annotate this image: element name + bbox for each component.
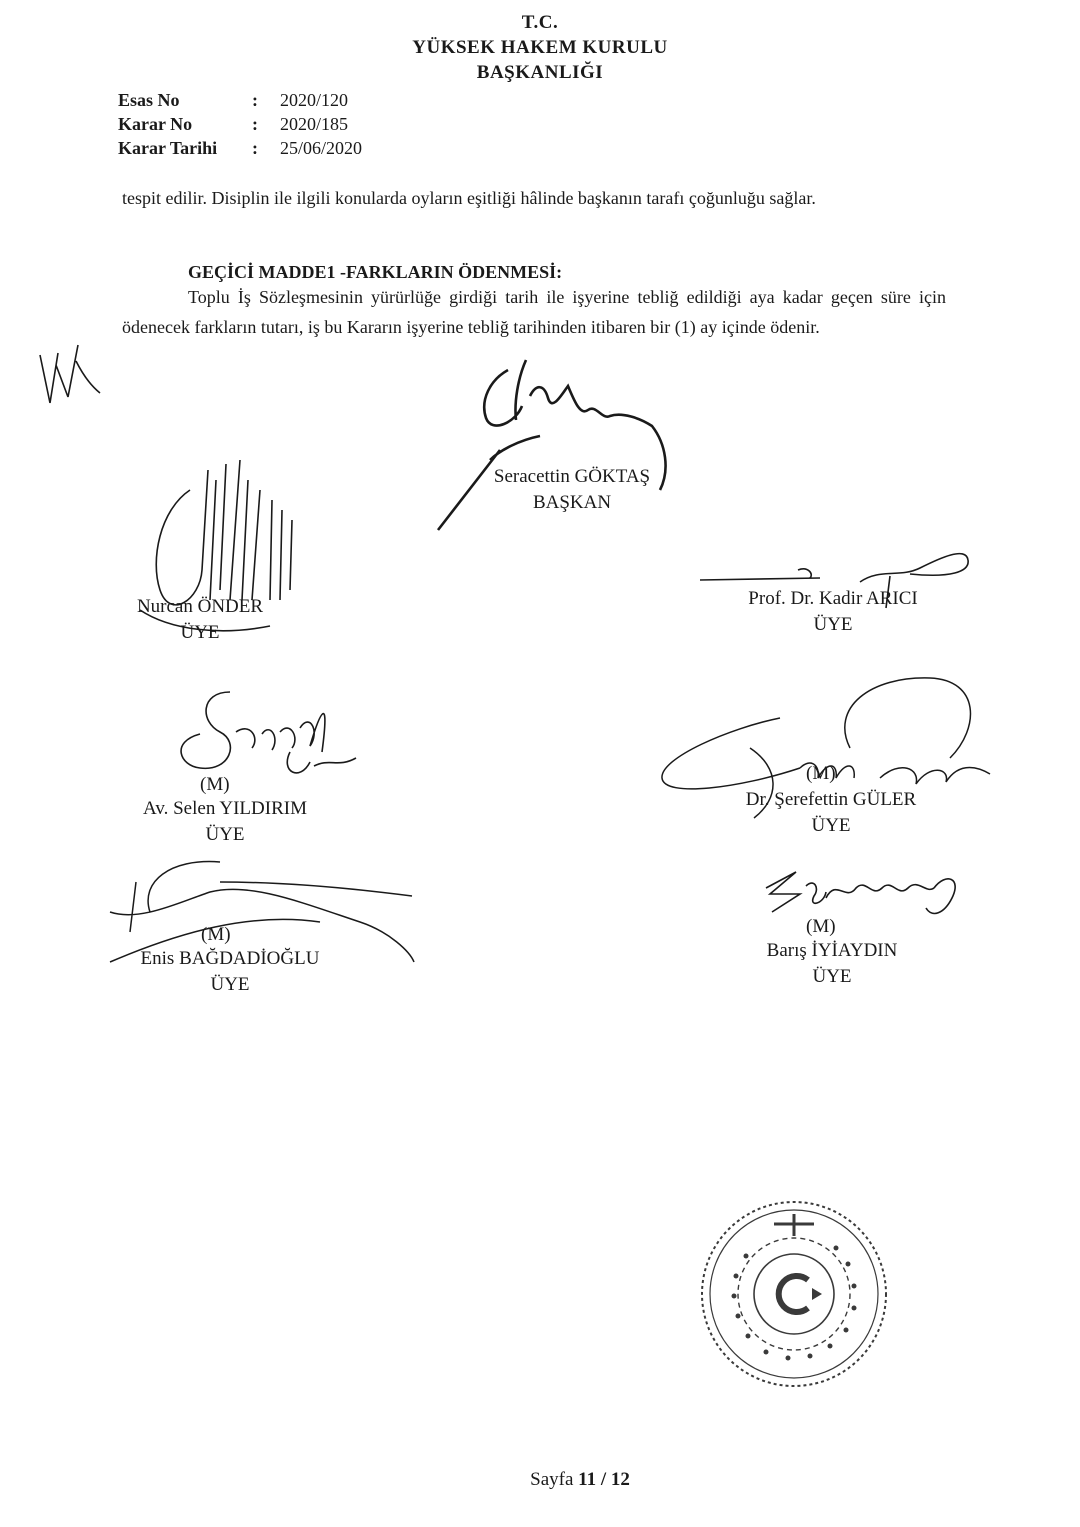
guler-mark: (M) — [806, 763, 836, 784]
meta-karar-row — [118, 114, 348, 135]
page-prefix: Sayfa — [530, 1469, 574, 1490]
esas-label: Esas No — [118, 90, 180, 110]
baskan-title: BAŞKAN — [532, 492, 612, 513]
karar-colon: : — [252, 114, 258, 134]
arici-name: Prof. Dr. Kadir ARICI — [748, 588, 918, 609]
tarih-colon: : — [252, 138, 258, 158]
header-line-tc: T.C. — [521, 12, 559, 33]
yildirim-title: ÜYE — [205, 824, 245, 845]
header-line-institution: YÜKSEK HAKEM KURULU — [412, 37, 668, 58]
arici-title: ÜYE — [813, 614, 853, 635]
guler-name: Dr. Şerefettin GÜLER — [745, 789, 917, 810]
iyiaydin-signature-icon — [756, 858, 976, 938]
onder-title: ÜYE — [180, 622, 220, 643]
tarih-value: 25/06/2020 — [280, 138, 363, 158]
meta-esas-row — [118, 90, 348, 111]
page-current: 11 — [578, 1469, 597, 1490]
bagdadioglu-mark: (M) — [201, 924, 231, 945]
esas-colon: : — [252, 90, 258, 110]
yildirim-name: Av. Selen YILDIRIM — [143, 798, 307, 819]
yildirim-signature-icon — [160, 672, 370, 792]
handwritten-initials-icon — [28, 335, 108, 415]
yildirim-mark: (M) — [200, 774, 230, 795]
onder-name: Nurcan ÖNDER — [136, 596, 264, 617]
iyiaydin-title: ÜYE — [812, 966, 852, 987]
baskan-name: Seracettin GÖKTAŞ — [493, 466, 651, 487]
iyiaydin-name: Barış İYİAYDIN — [766, 940, 898, 961]
meta-tarih-row — [118, 138, 362, 159]
karar-label: Karar No — [118, 114, 193, 134]
page-total: 12 — [610, 1469, 630, 1490]
karar-value: 2020/185 — [280, 114, 349, 134]
tarih-label: Karar Tarihi — [118, 138, 218, 158]
guler-title: ÜYE — [811, 815, 851, 836]
paragraph-farklar: Toplu İş Sözleşmesinin yürürlüğe girdiği tarih ile işyerine tebliğ edildiği aya kadar geçen süre için ödenecek farkların tutarı, iş bu Kararın işyerine tebliğ tarihinden itibaren bir (1) ay içinde ödenir. — [122, 287, 946, 337]
header-line-presidency: BAŞKANLIĞI — [476, 62, 604, 83]
page-separator: / — [600, 1469, 607, 1490]
paragraph-disiplin: tespit edilir. Disiplin ile ilgili konularda oyların eşitliği hâlinde başkanın tarafı çoğunluğu sağlar. — [122, 188, 816, 208]
official-seal-icon — [696, 1196, 892, 1392]
page-number — [40, 1469, 1080, 1491]
esas-value: 2020/120 — [280, 90, 349, 110]
bagdadioglu-name: Enis BAĞDADİOĞLU — [140, 948, 320, 969]
section-heading: GEÇİCİ MADDE1 -FARKLARIN ÖDENMESİ: — [188, 262, 563, 282]
iyiaydin-mark: (M) — [806, 916, 836, 937]
bagdadioglu-title: ÜYE — [210, 974, 250, 995]
